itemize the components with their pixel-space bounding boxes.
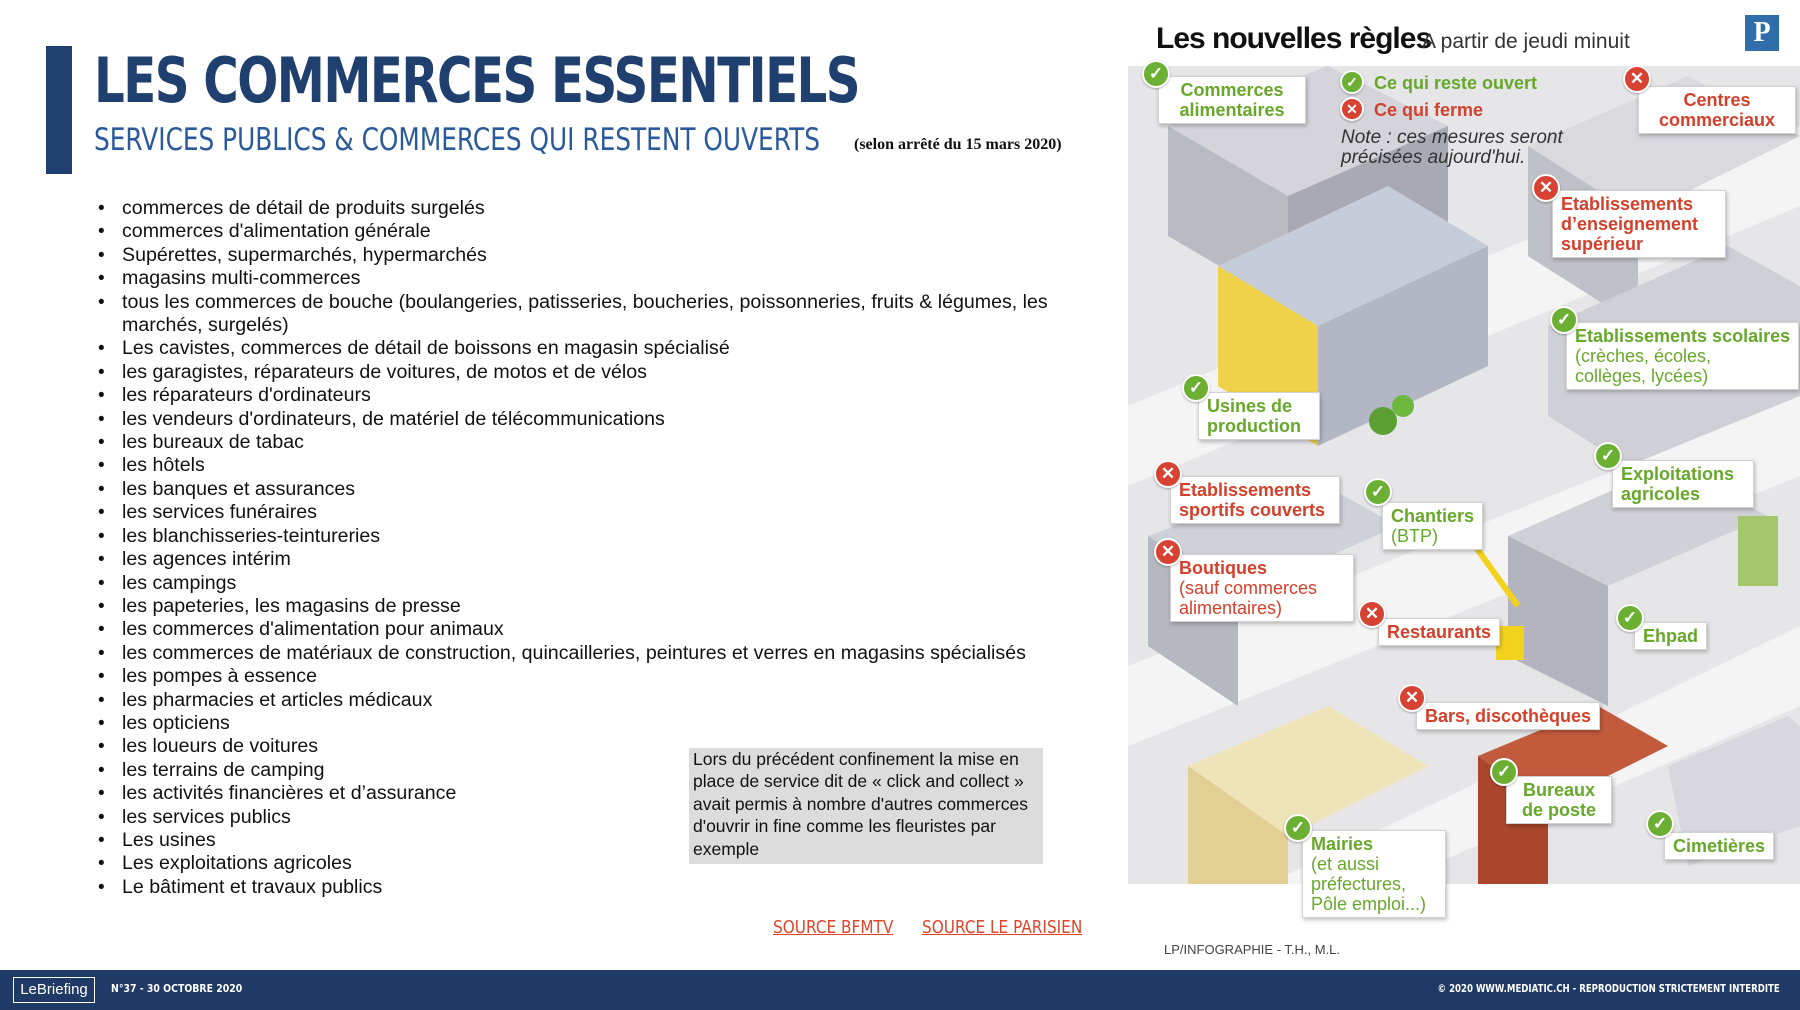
infographic-subtitle: A partir de jeudi minuit: [1422, 30, 1630, 53]
callout-label: Bars, discothèques: [1425, 706, 1592, 726]
callout-sportifs: [1170, 476, 1340, 524]
callout-enseignement-superieur: [1552, 190, 1726, 258]
callout-chantiers: [1382, 502, 1483, 550]
list-item: • magasins multi-commerces: [98, 267, 1058, 290]
list-item: • les agences intérim: [98, 548, 1058, 571]
list-item: • les commerces de matériaux de construction, quincailleries, peintures et verres en magasins spécialisés: [98, 642, 1058, 665]
callout-detail: (crèches, écoles, collèges, lycées): [1575, 346, 1712, 386]
cross-icon: ✕: [1358, 600, 1386, 628]
check-icon: ✓: [1182, 374, 1210, 402]
cross-icon: ✕: [1398, 684, 1426, 712]
issue-number: N°37 - 30 OCTOBRE 2020: [111, 982, 243, 995]
copyright-notice: © 2020 WWW.MEDIATIC.CH - REPRODUCTION STRICTEMENT INTERDITE: [1437, 982, 1780, 995]
callout-etablissements-scolaires: [1566, 322, 1799, 390]
callout-label: Etablissements d’enseignement supérieur: [1561, 194, 1699, 254]
list-item: • commerces de détail de produits surgelés: [98, 197, 1058, 220]
new-rules-infographic: [1128, 14, 1800, 957]
callout-detail: (BTP): [1391, 526, 1438, 546]
list-item: • les services funéraires: [98, 501, 1058, 524]
list-item: • commerces d'alimentation générale: [98, 220, 1058, 243]
callout-label: Mairies: [1311, 834, 1374, 854]
list-item: • Les cavistes, commerces de détail de boissons en magasin spécialisé: [98, 337, 1058, 360]
check-icon: ✓: [1284, 814, 1312, 842]
list-item: • les activités financières et d’assurance: [98, 782, 1058, 805]
list-item: • Supérettes, supermarchés, hypermarchés: [98, 244, 1058, 267]
list-item: • les papeteries, les magasins de presse: [98, 595, 1058, 618]
cross-icon: ✕: [1623, 65, 1651, 93]
callout-commerces-alimentaires: [1158, 76, 1306, 124]
callout-label: Boutiques: [1179, 558, 1267, 578]
list-item: • les opticiens: [98, 712, 1058, 735]
callout-boutiques: [1170, 554, 1354, 622]
check-icon: ✓: [1340, 70, 1364, 94]
page-subtitle: SERVICES PUBLICS & COMMERCES QUI RESTENT OUVERTS: [94, 122, 821, 158]
callout-label: Exploitations agricoles: [1621, 464, 1735, 504]
list-item: • Les exploitations agricoles: [98, 852, 1058, 875]
list-item: • les terrains de camping: [98, 759, 1058, 782]
callout-restaurants: [1378, 618, 1500, 646]
cross-icon: ✕: [1154, 460, 1182, 488]
legend-open-label: Ce qui reste ouvert: [1374, 73, 1538, 93]
callout-label: Commerces alimentaires: [1179, 80, 1285, 120]
infographic-credit: LP/INFOGRAPHIE - T.H., M.L.: [1164, 942, 1341, 957]
legend-closed: [1340, 97, 1537, 124]
check-icon: ✓: [1646, 810, 1674, 838]
callout-exploitations: [1612, 460, 1754, 508]
callout-detail: (et aussi préfectures, Pôle emploi...): [1311, 854, 1427, 914]
list-item: • tous les commerces de bouche (boulangeries, patisseries, boucheries, poissonneries, fruits & légumes, les marchés, surgelés): [98, 291, 1058, 338]
callout-ehpad: [1634, 622, 1707, 650]
page-title: LES COMMERCES ESSENTIELS: [94, 44, 860, 117]
legend-closed-label: Ce qui ferme: [1374, 100, 1484, 120]
legend-open: [1340, 70, 1537, 97]
list-item: • les réparateurs d'ordinateurs: [98, 384, 1058, 407]
legend-note: Note : ces mesures seront précisées aujourd'hui.: [1341, 127, 1563, 168]
callout-cimetieres: [1664, 832, 1774, 860]
list-item: • Le bâtiment et travaux publics: [98, 876, 1058, 899]
cross-icon: ✕: [1154, 538, 1182, 566]
callout-usines: [1198, 392, 1320, 440]
list-item: • les garagistes, réparateurs de voitures, de motos et de vélos: [98, 361, 1058, 384]
footer-bar: [0, 970, 1800, 1010]
check-icon: ✓: [1616, 604, 1644, 632]
list-item: • les vendeurs d'ordinateurs, de matériel de télécommunications: [98, 408, 1058, 431]
infographic-header: [1128, 14, 1800, 66]
callout-label: Etablissements sportifs couverts: [1179, 480, 1326, 520]
callout-label: Centres commerciaux: [1658, 90, 1776, 130]
callout-bureaux-poste: [1506, 776, 1612, 824]
callout-bars: [1416, 702, 1600, 730]
decree-note: (selon arrêté du 15 mars 2020): [854, 136, 1062, 153]
legend: [1340, 70, 1537, 124]
check-icon: ✓: [1142, 60, 1170, 88]
cross-icon: ✕: [1340, 97, 1364, 121]
lebriefing-logo: LeBriefing: [13, 977, 95, 1003]
source-bfmtv-link[interactable]: SOURCE BFMTV: [773, 917, 894, 938]
check-icon: ✓: [1490, 758, 1518, 786]
callout-label: Chantiers: [1391, 506, 1475, 526]
callout-centres-commerciaux: [1638, 86, 1796, 134]
callout-label: Ehpad: [1643, 626, 1699, 646]
cross-icon: ✕: [1532, 174, 1560, 202]
le-parisien-logo: P: [1745, 15, 1779, 51]
callout-detail: (sauf commerces alimentaires): [1179, 578, 1318, 618]
list-item: • les loueurs de voitures: [98, 735, 1058, 758]
list-item: • les bureaux de tabac: [98, 431, 1058, 454]
callout-label: Usines de production: [1207, 396, 1301, 436]
list-item: • les hôtels: [98, 454, 1058, 477]
callout-mairies: [1302, 830, 1446, 918]
source-le-parisien-link[interactable]: SOURCE LE PARISIEN: [922, 917, 1083, 938]
check-icon: ✓: [1550, 306, 1578, 334]
list-item: • les commerces d'alimentation pour animaux: [98, 618, 1058, 641]
list-item: • les services publics: [98, 806, 1058, 829]
infographic-title: Les nouvelles règles: [1156, 22, 1432, 55]
callout-label: Restaurants: [1387, 622, 1492, 642]
list-item: • les pompes à essence: [98, 665, 1058, 688]
callout-label: Etablissements scolaires: [1575, 326, 1791, 346]
title-accent-bar: [46, 46, 72, 174]
list-item: • les pharmacies et articles médicaux: [98, 689, 1058, 712]
click-and-collect-note: Lors du précédent confinement la mise en place de service dit de « click and collect » avait permis à nombre d'autres commerces d'ouvrir in fine comme les fleuristes par exemple: [689, 748, 1043, 864]
check-icon: ✓: [1364, 478, 1392, 506]
check-icon: ✓: [1594, 442, 1622, 470]
list-item: • les blanchisseries-teintureries: [98, 525, 1058, 548]
list-item: • les banques et assurances: [98, 478, 1058, 501]
list-item: • Les usines: [98, 829, 1058, 852]
list-item: • les campings: [98, 572, 1058, 595]
callout-label: Cimetières: [1673, 836, 1766, 856]
callout-label: Bureaux de poste: [1521, 780, 1596, 820]
